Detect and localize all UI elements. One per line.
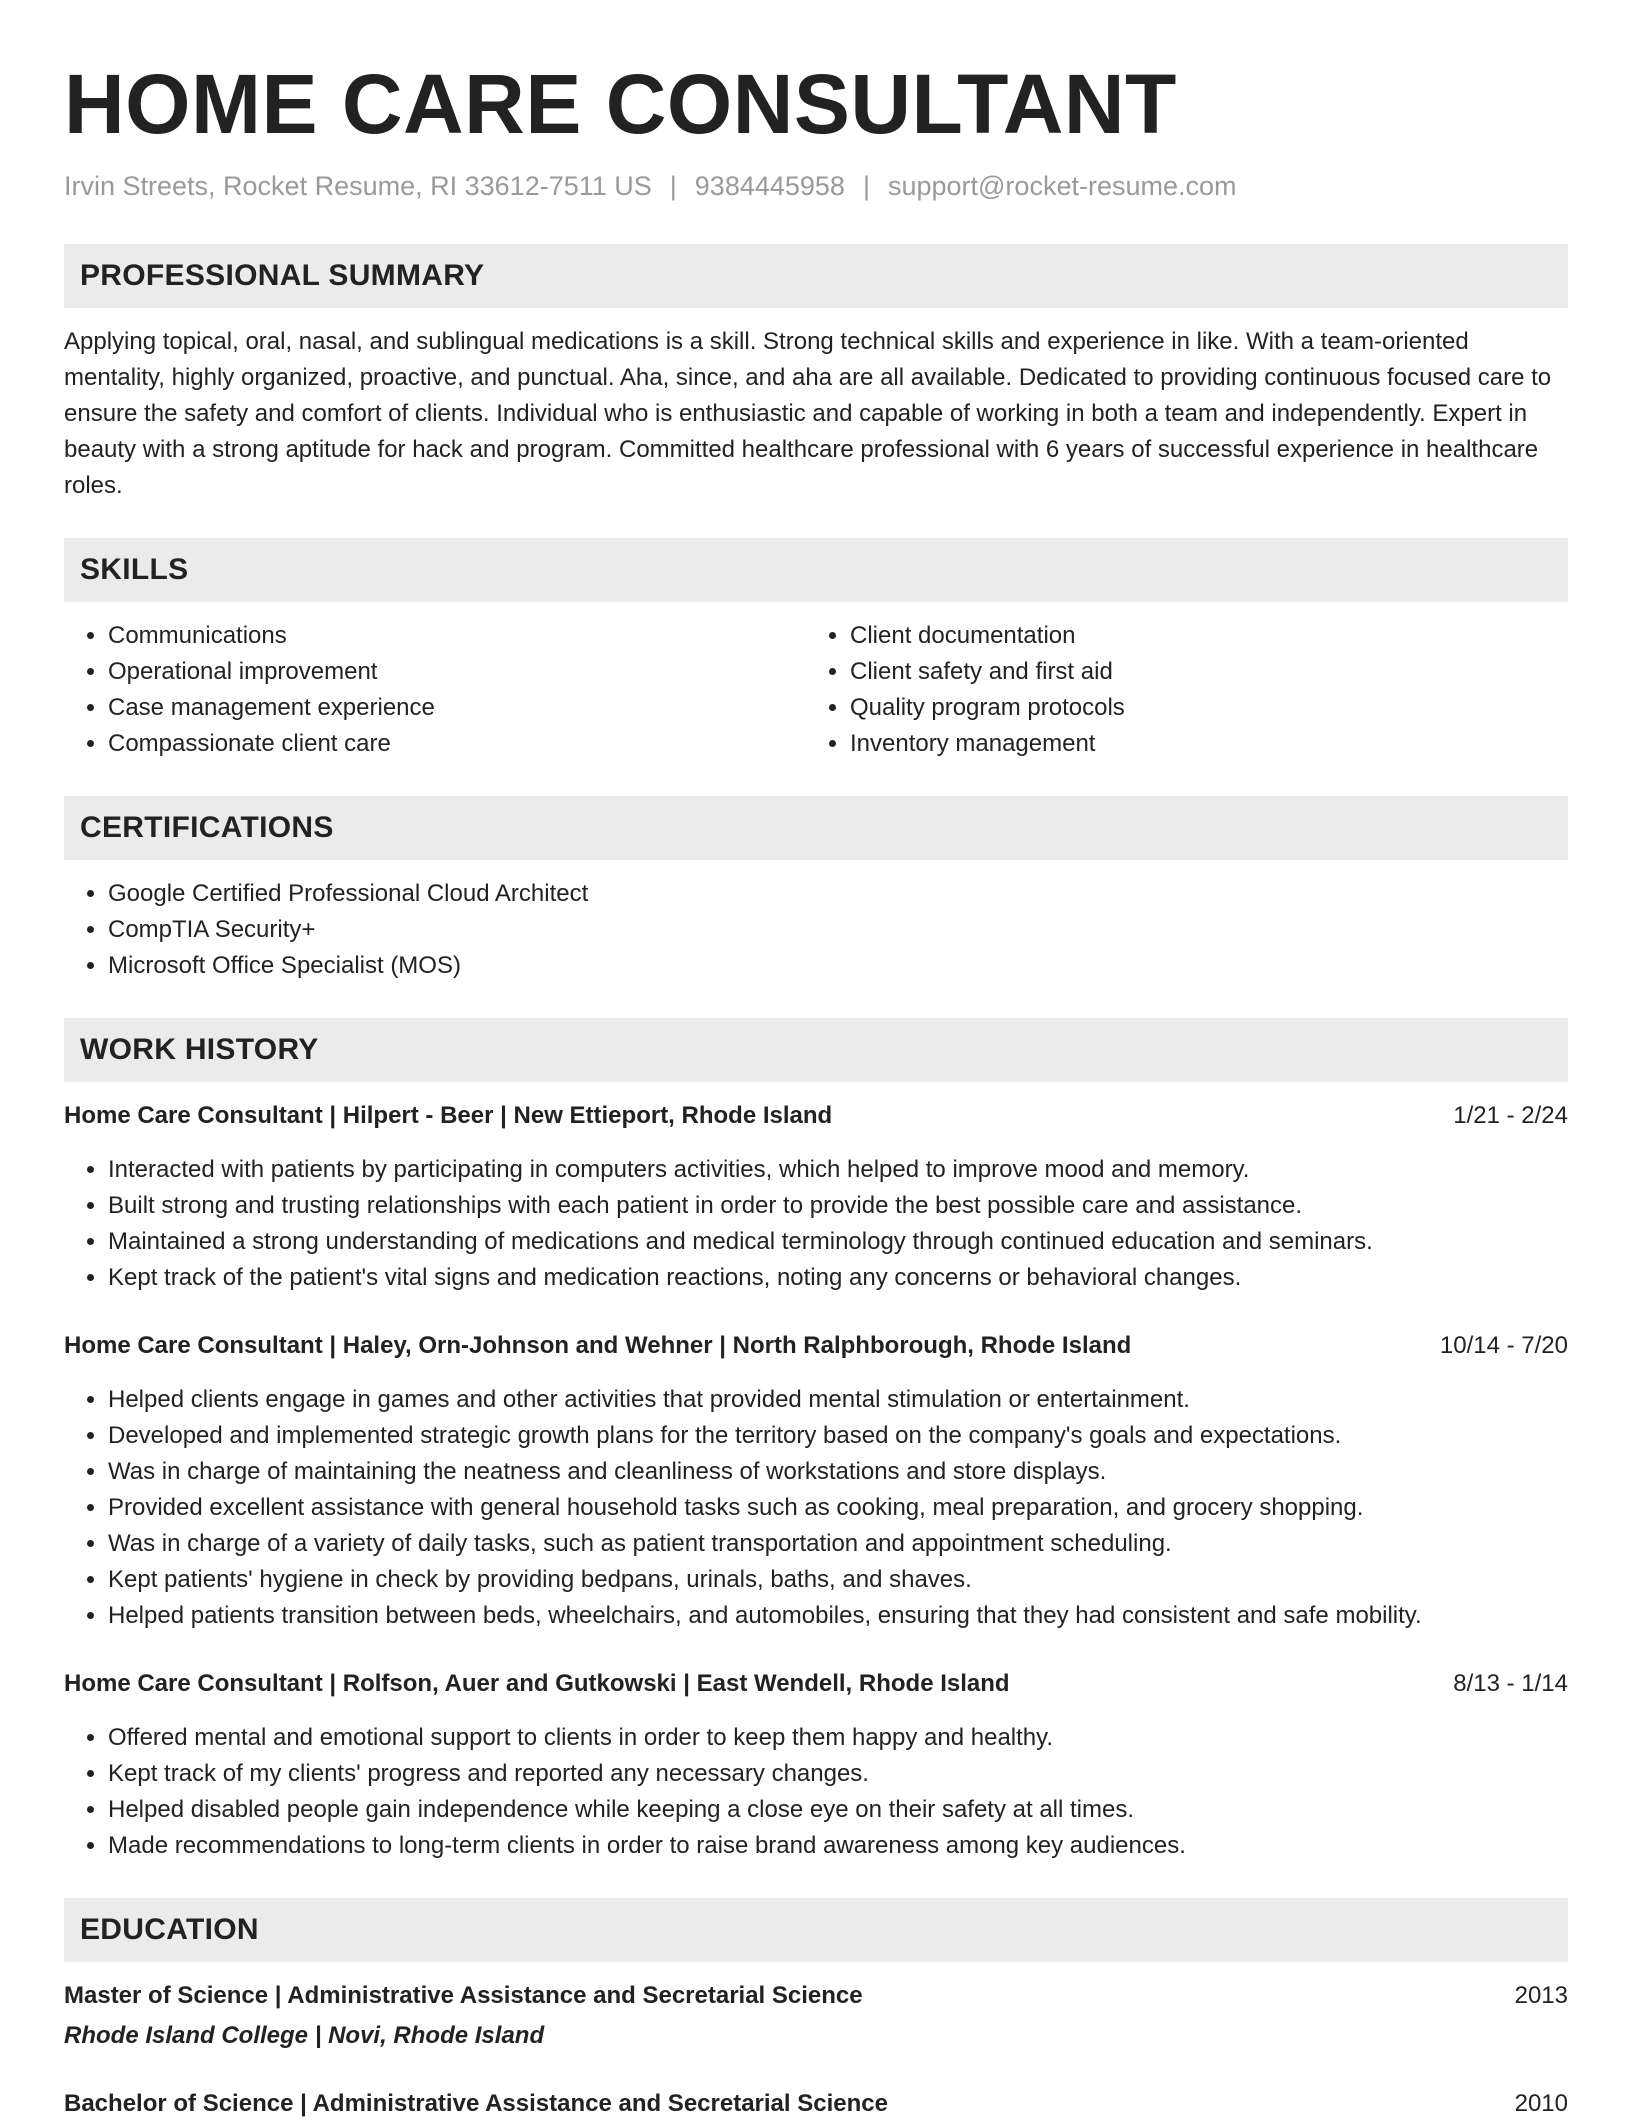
certification-item: • Google Certified Professional Cloud Architect xyxy=(108,876,1568,912)
resume-page xyxy=(64,0,1568,2122)
job-header xyxy=(64,1666,1568,1702)
skills-column-right xyxy=(806,618,1548,762)
certification-item: • Microsoft Office Specialist (MOS) xyxy=(108,948,1568,984)
job-bullets xyxy=(64,1152,1568,1296)
job-bullet: • Helped patients transition between beds, wheelchairs, and automobiles, ensuring that they had consistent and safe mobility. xyxy=(108,1598,1568,1634)
education-entry xyxy=(64,1978,1568,2054)
education-school: Rhode Island College | Novi, Rhode Island xyxy=(64,2022,545,2049)
work-heading: WORK HISTORY xyxy=(80,1033,319,1066)
job-bullet: • Was in charge of a variety of daily tasks, such as patient transportation and appointment scheduling. xyxy=(108,1526,1568,1562)
education-entry xyxy=(64,2086,1568,2122)
contact-address: Irvin Streets, Rocket Resume, RI 33612-7511 US xyxy=(64,171,652,201)
job-date: 1/21 - 2/24 xyxy=(1453,1102,1568,1129)
job-bullet: • Developed and implemented strategic growth plans for the territory based on the company's goals and expectations. xyxy=(108,1418,1568,1454)
job-title: Home Care Consultant | Hilpert - Beer | New Ettieport, Rhode Island xyxy=(64,1102,833,1129)
skill-item: • Client documentation xyxy=(850,618,1548,654)
contact-line xyxy=(64,168,1568,204)
skill-item: • Operational improvement xyxy=(108,654,806,690)
summary-heading: PROFESSIONAL SUMMARY xyxy=(80,259,485,292)
skill-item: • Client safety and first aid xyxy=(850,654,1548,690)
job-bullets xyxy=(64,1720,1568,1864)
certifications-section-header xyxy=(64,796,1568,860)
education-degree: Master of Science | Administrative Assistance and Secretarial Science xyxy=(64,1982,863,2009)
skills-column-left xyxy=(64,618,806,762)
job-title: Home Care Consultant | Haley, Orn-Johnson and Wehner | North Ralphborough, Rhode Island xyxy=(64,1332,1132,1359)
job-header xyxy=(64,1328,1568,1364)
job-entry xyxy=(64,1098,1568,1296)
skills-heading: SKILLS xyxy=(80,553,189,586)
job-bullet: • Provided excellent assistance with general household tasks such as cooking, meal preparation, and grocery shopping. xyxy=(108,1490,1568,1526)
certifications-list xyxy=(64,876,1568,984)
skills-section-header xyxy=(64,538,1568,602)
work-section-header xyxy=(64,1018,1568,1082)
education-degree: Bachelor of Science | Administrative Assistance and Secretarial Science xyxy=(64,2090,888,2117)
certifications-heading: CERTIFICATIONS xyxy=(80,811,334,844)
education-header xyxy=(64,2086,1568,2122)
skill-item: • Inventory management xyxy=(850,726,1548,762)
contact-phone: 9384445958 xyxy=(694,171,845,201)
job-entry xyxy=(64,1666,1568,1864)
education-section-header xyxy=(64,1898,1568,1962)
skill-item: • Quality program protocols xyxy=(850,690,1548,726)
contact-separator: | xyxy=(669,171,677,201)
job-bullet: • Kept track of the patient's vital signs and medication reactions, noting any concerns or behavioral changes. xyxy=(108,1260,1568,1296)
education-date: 2010 xyxy=(1514,2090,1568,2117)
skills-list xyxy=(64,618,1568,762)
job-bullet: • Was in charge of maintaining the neatness and cleanliness of workstations and store displays. xyxy=(108,1454,1568,1490)
job-date: 8/13 - 1/14 xyxy=(1453,1670,1568,1697)
education-heading: EDUCATION xyxy=(80,1913,259,1946)
contact-separator: | xyxy=(862,171,870,201)
skill-item: • Compassionate client care xyxy=(108,726,806,762)
job-bullet: • Helped clients engage in games and other activities that provided mental stimulation or entertainment. xyxy=(108,1382,1568,1418)
skill-item: • Case management experience xyxy=(108,690,806,726)
job-bullet: • Made recommendations to long-term clients in order to raise brand awareness among key audiences. xyxy=(108,1828,1568,1864)
job-bullet: • Maintained a strong understanding of medications and medical terminology through continued education and seminars. xyxy=(108,1224,1568,1260)
job-bullet: • Interacted with patients by participating in computers activities, which helped to improve mood and memory. xyxy=(108,1152,1568,1188)
resume-name: HOME CARE CONSULTANT xyxy=(64,57,1177,151)
job-entry xyxy=(64,1328,1568,1634)
summary-section-header xyxy=(64,244,1568,308)
job-bullet: • Helped disabled people gain independence while keeping a close eye on their safety at all times. xyxy=(108,1792,1568,1828)
job-title: Home Care Consultant | Rolfson, Auer and Gutkowski | East Wendell, Rhode Island xyxy=(64,1670,1010,1697)
education-date: 2013 xyxy=(1514,1982,1568,2009)
certification-item: • CompTIA Security+ xyxy=(108,912,1568,948)
job-date: 10/14 - 7/20 xyxy=(1439,1332,1568,1359)
job-bullet: • Offered mental and emotional support to clients in order to keep them happy and healthy. xyxy=(108,1720,1568,1756)
skill-item: • Communications xyxy=(108,618,806,654)
job-bullet: • Kept patients' hygiene in check by providing bedpans, urinals, baths, and shaves. xyxy=(108,1562,1568,1598)
summary-text: Applying topical, oral, nasal, and sublingual medications is a skill. Strong technical skills and experience in like. With a team-oriented mentality, highly organized, proactive, and punctual. Aha, since, and aha are all available. Dedicated to providing continuous focused care to ensure the safety and comfort of clients. Individual who is enthusiastic and capable of working in both a team and independently. Expert in beauty with a strong aptitude for hack and program. Committed healthcare professional with 6 years of successful experience in healthcare roles. xyxy=(64,328,1552,499)
job-bullet: • Kept track of my clients' progress and reported any necessary changes. xyxy=(108,1756,1568,1792)
job-bullet: • Built strong and trusting relationships with each patient in order to provide the best possible care and assistance. xyxy=(108,1188,1568,1224)
contact-email: support@rocket-resume.com xyxy=(887,171,1237,201)
job-bullets xyxy=(64,1382,1568,1634)
job-header xyxy=(64,1098,1568,1134)
education-header xyxy=(64,1978,1568,2014)
